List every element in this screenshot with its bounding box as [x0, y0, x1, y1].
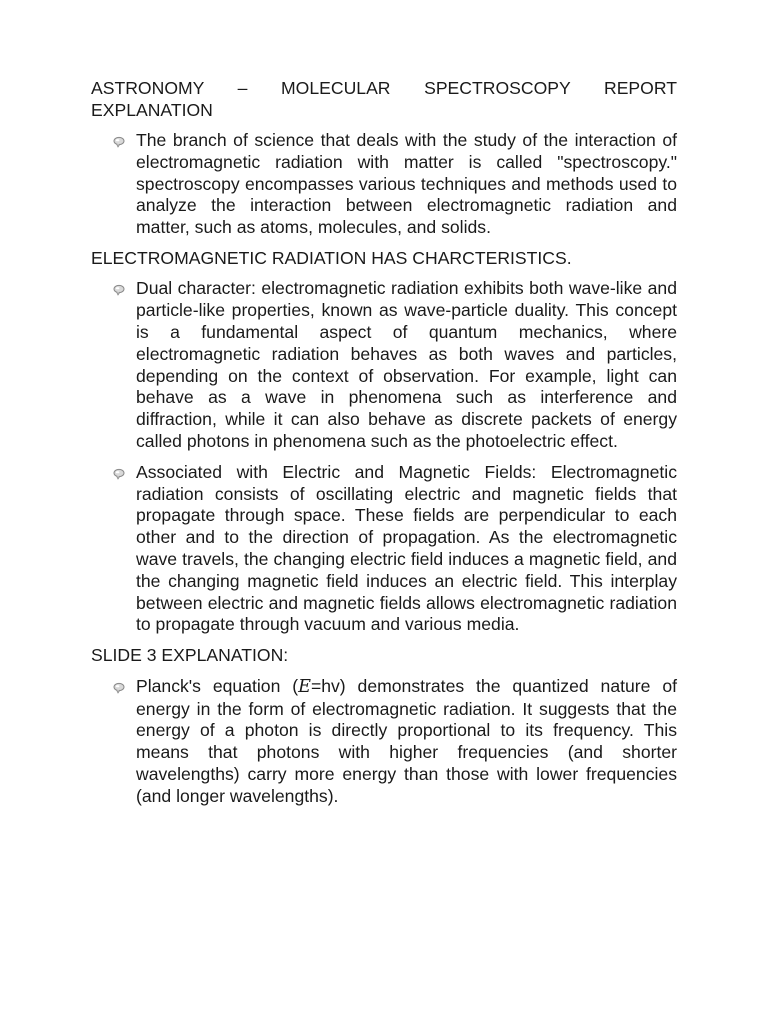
list-item: [91, 130, 677, 239]
planck-text-before: Planck's equation (: [136, 675, 299, 696]
bullet-icon: [113, 284, 125, 296]
electric-magnetic-fields-text: Associated with Electric and Magnetic Fields: Electromagnetic radiation consists of oscillating electric and magnetic fields that propagate through space. These fields are perpendicular to each other and to the direction of propagation. As the electromagnetic wave travels, the changing electric field induces a magnetic field, and the changing magnetic field induces an electric field. This interplay between electric and magnetic fields allows electromagnetic radiation to propagate through vacuum and various media.: [136, 461, 677, 635]
planck-text-after: =hv) demonstrates the quantized nature of energy in the form of electromagnetic radiation. It suggests that the energy of a photon is directly proportional to its frequency. This means that photons with higher frequencies (and shorter wavelengths) carry more energy than those with lower frequencies (and longer wavelengths).: [136, 675, 677, 806]
list-item: [91, 462, 677, 636]
section-heading-slide3: SLIDE 3 EXPLANATION:: [91, 645, 289, 666]
bullet-icon: [113, 468, 125, 480]
dual-character-text: Dual character: electromagnetic radiation exhibits both wave-like and particle-like properties, known as wave-particle duality. This concept is a fundamental aspect of quantum mechanics, where electromagnetic radiation behaves as both waves and particles, depending on the context of observation. For example, light can behave as a wave in phenomena such as interference and diffraction, while it can also behave as discrete packets of energy called photons in phenomena such as the photoelectric effect.: [136, 278, 677, 452]
document-title-line2: EXPLANATION: [91, 99, 213, 120]
planck-equation-text: [136, 676, 677, 808]
characteristics-bullet-list: [91, 278, 677, 636]
slide3-bullet-list: [91, 676, 677, 808]
document-page: [91, 78, 677, 817]
bullet-icon: [113, 682, 125, 694]
energy-symbol: E: [298, 676, 311, 697]
intro-bullet-list: [91, 130, 677, 239]
document-title-line1: ASTRONOMY – MOLECULAR SPECTROSCOPY REPORT: [91, 78, 677, 98]
section-heading-characteristics: ELECTROMAGNETIC RADIATION HAS CHARCTERISTICS.: [91, 247, 572, 268]
bullet-icon: [113, 136, 125, 148]
list-item: [91, 278, 677, 452]
intro-bullet-text: The branch of science that deals with the study of the interaction of electromagnetic radiation with matter is called "spectroscopy." spectroscopy encompasses various techniques and methods used to analyze the interaction between electromagnetic radiation and matter, such as atoms, molecules, and solids.: [136, 130, 677, 238]
list-item: [91, 676, 677, 808]
